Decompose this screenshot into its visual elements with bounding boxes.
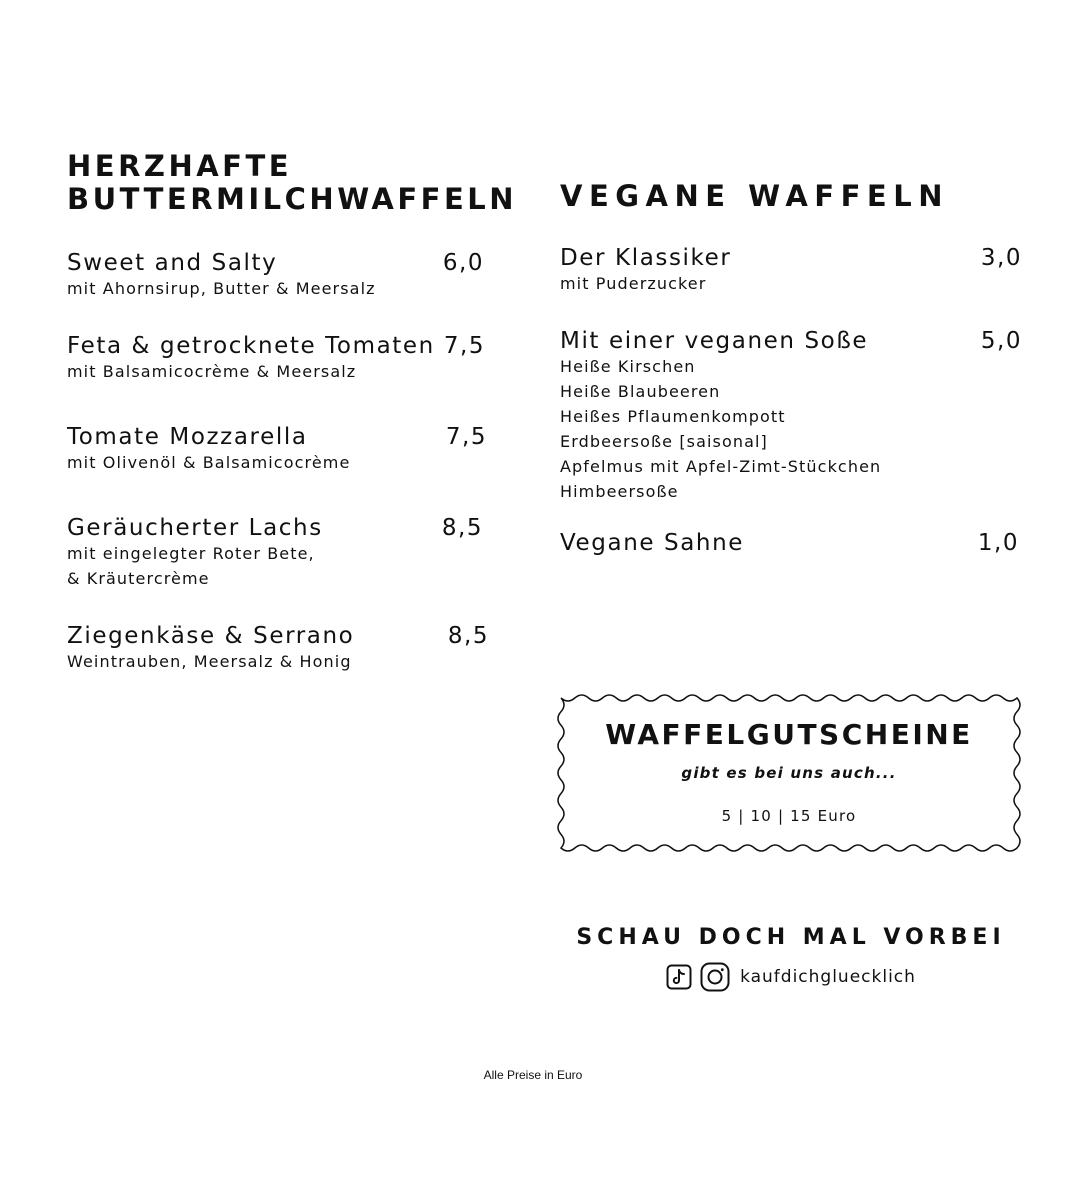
item-price: 1,0 <box>977 530 1019 556</box>
menu-item <box>560 328 1022 504</box>
menu-item <box>560 530 1022 556</box>
instagram-icon[interactable] <box>700 962 730 992</box>
item-name: Der Klassiker <box>560 245 732 271</box>
sauce-option: Heiße Kirschen <box>560 357 696 376</box>
menu-item <box>67 424 497 475</box>
item-description: mit Puderzucker <box>560 274 707 293</box>
item-price: 7,5 <box>443 333 485 359</box>
sauce-option: Erdbeersoße [saisonal] <box>560 432 768 451</box>
savory-waffles-section <box>67 149 518 674</box>
item-description: mit Olivenöl & Balsamicocrème <box>67 453 351 472</box>
section-title-vegan: VEGANE WAFFELN <box>560 179 949 213</box>
voucher-title: WAFFELGUTSCHEINE <box>605 718 973 751</box>
section-title-savory <box>67 149 518 216</box>
item-description: mit Balsamicocrème & Meersalz <box>67 362 357 381</box>
item-price: 8,5 <box>441 515 483 541</box>
menu-item <box>67 333 497 384</box>
item-description: mit eingelegter Roter Bete, <box>67 544 315 563</box>
item-name: Sweet and Salty <box>67 250 278 276</box>
section-title-line1: HERZHAFTE <box>67 149 293 183</box>
menu-item <box>67 250 497 301</box>
voucher-subtitle: gibt es bei uns auch... <box>681 764 897 782</box>
item-description: Weintrauben, Meersalz & Honig <box>67 652 352 671</box>
section-title-line2: BUTTERMILCHWAFFELN <box>67 182 518 216</box>
menu-item <box>67 623 497 674</box>
voucher-values: 5 | 10 | 15 Euro <box>721 807 857 825</box>
social-links <box>560 962 1022 992</box>
vegan-waffles-section <box>560 180 1022 556</box>
item-price: 5,0 <box>980 328 1022 354</box>
menu-item <box>67 515 497 591</box>
sauce-option: Heißes Pflaumenkompott <box>560 407 786 426</box>
item-description: mit Ahornsirup, Butter & Meersalz <box>67 279 376 298</box>
social-handle[interactable]: kaufdichgluecklich <box>740 967 916 987</box>
item-price: 6,0 <box>442 250 484 276</box>
tiktok-icon[interactable] <box>666 964 692 990</box>
item-price: 7,5 <box>445 424 487 450</box>
item-price: 8,5 <box>447 623 489 649</box>
visit-title: SCHAU DOCH MAL VORBEI <box>576 925 1006 950</box>
voucher-box <box>557 694 1021 852</box>
item-name: Mit einer veganen Soße <box>560 328 869 354</box>
menu-item <box>560 245 1022 296</box>
item-name: Tomate Mozzarella <box>67 424 308 450</box>
sauce-option: Himbeersoße <box>560 482 679 501</box>
item-name: Vegane Sahne <box>560 530 745 556</box>
sauce-option: Heiße Blaubeeren <box>560 382 721 401</box>
sauce-option: Apfelmus mit Apfel-Zimt-Stückchen <box>560 457 882 476</box>
item-description: & Kräutercrème <box>67 569 210 588</box>
price-footnote: Alle Preise in Euro <box>483 1068 583 1082</box>
item-price: 3,0 <box>980 245 1022 271</box>
item-name: Feta & getrocknete Tomaten <box>67 333 435 359</box>
item-name: Ziegenkäse & Serrano <box>67 623 355 649</box>
item-name: Geräucherter Lachs <box>67 515 323 541</box>
